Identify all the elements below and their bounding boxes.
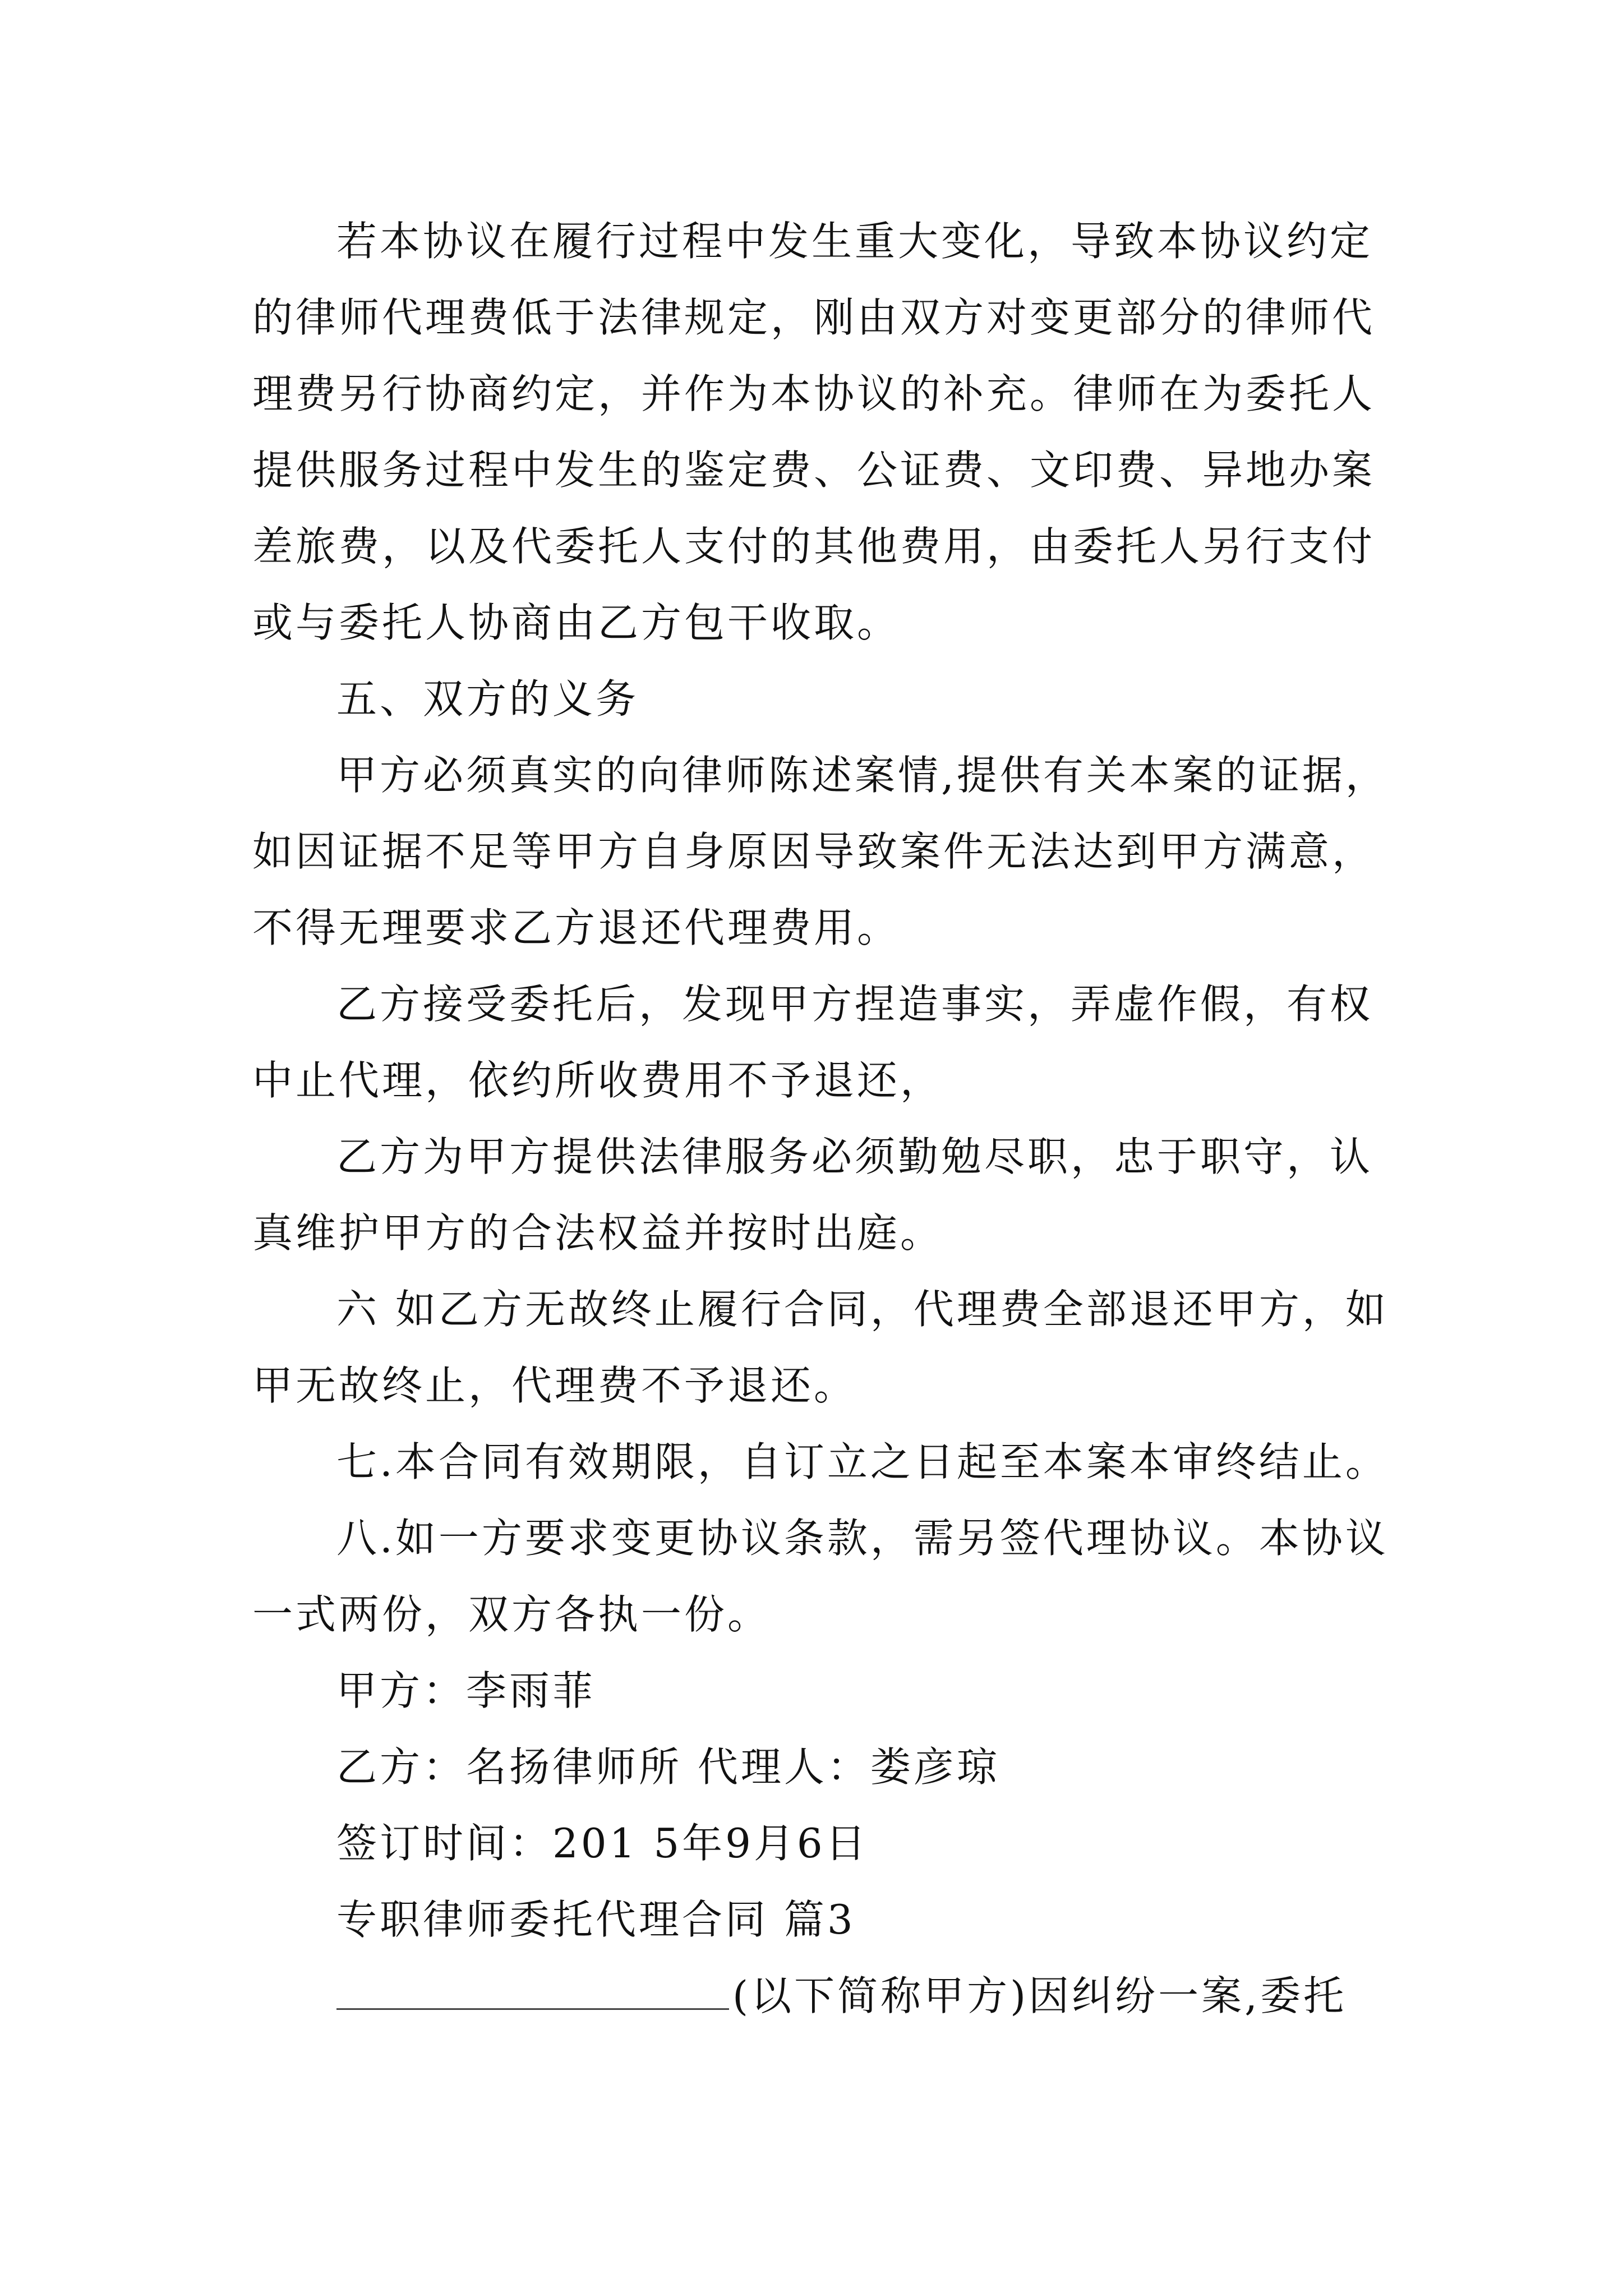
paragraph-party-b-termination-right: 乙方接受委托后，发现甲方捏造事实，弄虚作假，有权中止代理，依约所收费用不予退还， xyxy=(252,981,1373,1104)
paragraph-client-intro xyxy=(252,1958,1402,2034)
signing-date-line: 签订时间：201 5年9月6日 xyxy=(336,1820,869,1867)
clause-seven: 七.本合同有效期限，自订立之日起至本案本审终结止。 xyxy=(336,1438,1389,1485)
paragraph-party-a-duty: 甲方必须真实的向律师陈述案情,提供有关本案的证据，如因证据不足等甲方自身原因导致案件无法达到甲方满意，不得无理要求乙方退还代理费用。 xyxy=(252,752,1389,951)
party-a-signature-line: 甲方：李雨菲 xyxy=(336,1667,596,1714)
clause-six: 六 如乙方无故终止履行合同，代理费全部退还甲方，如甲无故终止，代理费不予退还。 xyxy=(252,1286,1389,1409)
section-heading-obligations: 五、双方的义务 xyxy=(336,675,639,723)
document-body xyxy=(252,203,1402,2034)
clause-eight: 八.如一方要求变更协议条款，需另签代理协议。本协议一式两份，双方各执一份。 xyxy=(252,1515,1389,1638)
section-title-part-3: 专职律师委托代理合同 篇3 xyxy=(336,1896,856,1943)
party-b-signature-line: 乙方：名扬律师所 代理人：娄彦琼 xyxy=(336,1743,1000,1791)
paragraph-party-b-duty: 乙方为甲方提供法律服务必须勤勉尽职，忠于职守，认真维护甲方的合法权益并按时出庭。 xyxy=(252,1133,1373,1257)
fill-in-blank xyxy=(336,1975,729,2010)
client-intro-text: (以下简称甲方)因纠纷一案,委托 xyxy=(732,1972,1347,2019)
paragraph-fee-change: 若本协议在履行过程中发生重大变化，导致本协议约定的律师代理费低于法律规定，刚由双方对变更部分的律师代理费另行协商约定，并作为本协议的补充。律师在为委托人提供服务过程中发生的鉴定费、公证费、文印费、异地办案差旅费，以及代委托人支付的其他费用，由委托人另行支付或与委托人协商由乙方包干收取。 xyxy=(252,218,1376,646)
